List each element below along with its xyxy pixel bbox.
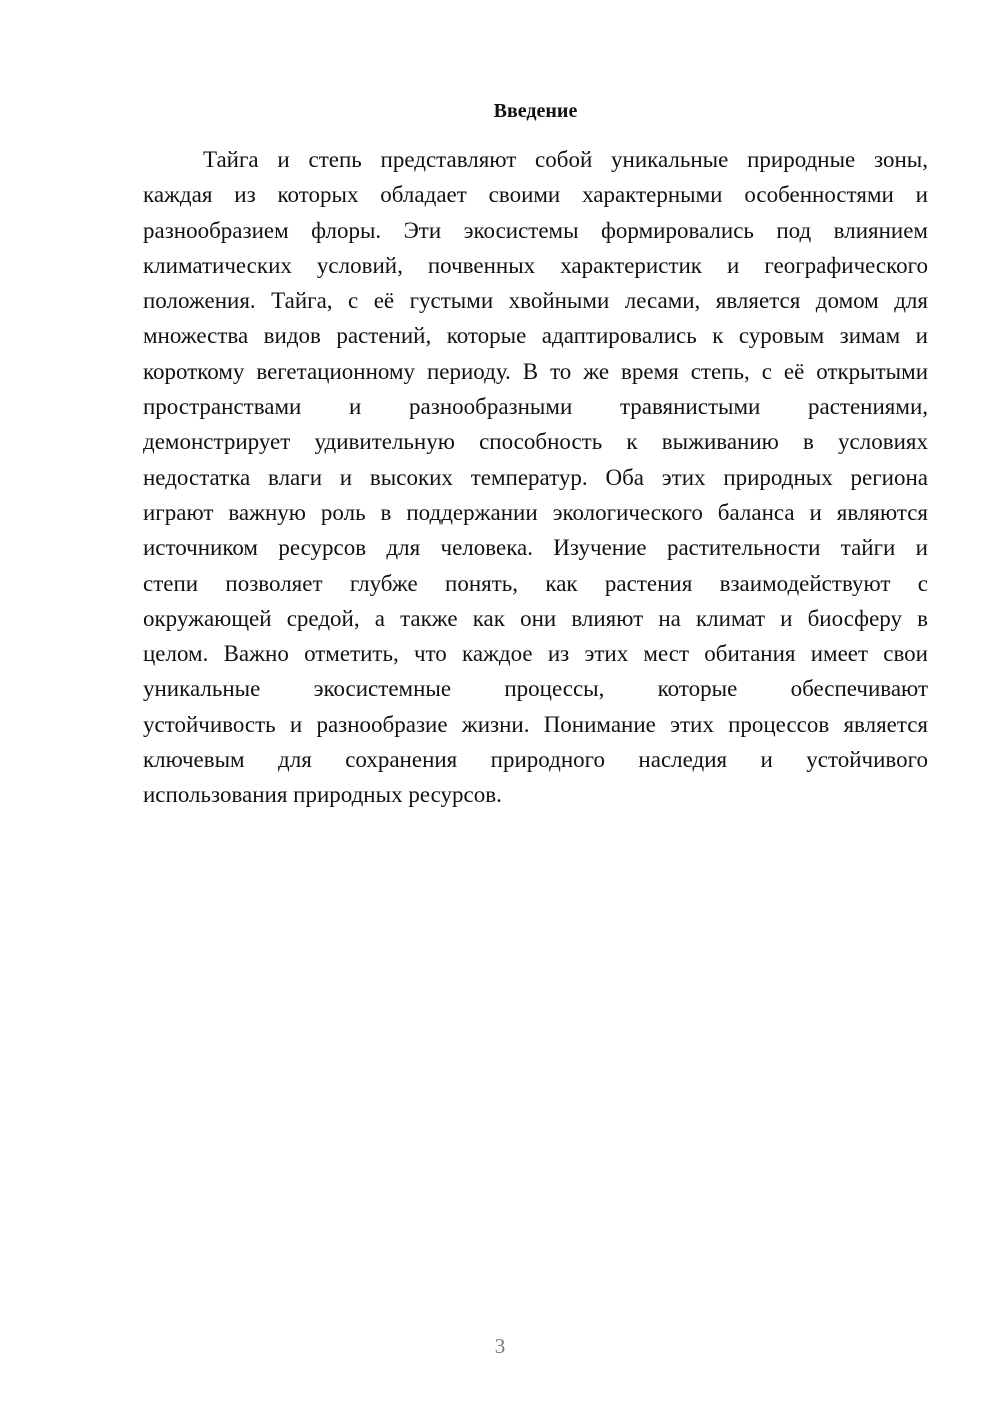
text-line: разнообразием флоры. Эти экосистемы формировались под влиянием: [143, 217, 928, 243]
text-line: степи позволяет глубже понять, как растения взаимодействуют с: [143, 570, 928, 596]
text-line: Тайга и степь представляют собой уникальные природные зоны,: [203, 147, 928, 172]
text-line: использования природных ресурсов.: [143, 782, 502, 808]
introduction-paragraph: [143, 142, 928, 813]
text-line: короткому вегетационному периоду. В то же время степь, с её открытыми: [143, 358, 928, 384]
text-line: ключевым для сохранения природного наследия и устойчивого: [143, 747, 928, 773]
text-line: множества видов растений, которые адаптировались к суровым зимам и: [143, 323, 928, 349]
text-line: устойчивость и разнообразие жизни. Понимание этих процессов является: [143, 711, 928, 737]
text-line: недостатка влаги и высоких температур. Оба этих природных региона: [143, 464, 928, 490]
text-line: каждая из которых обладает своими характерными особенностями и: [143, 182, 928, 208]
text-line: пространствами и разнообразными травянистыми растениями,: [143, 394, 928, 420]
page-number: 3: [494, 1334, 506, 1358]
text-line: целом. Важно отметить, что каждое из этих мест обитания имеет свои: [143, 641, 928, 667]
text-line: уникальные экосистемные процессы, которые обеспечивают: [143, 676, 928, 702]
text-line: источником ресурсов для человека. Изучение растительности тайги и: [143, 535, 928, 561]
text-line: демонстрирует удивительную способность к выживанию в условиях: [143, 429, 928, 455]
text-line: климатических условий, почвенных характеристик и географического: [143, 252, 928, 278]
text-line: окружающей средой, а также как они влияют на климат и биосферу в: [143, 605, 928, 631]
page-title: Введение: [493, 100, 578, 122]
text-line: играют важную роль в поддержании экологического баланса и являются: [143, 499, 928, 525]
text-line: положения. Тайга, с её густыми хвойными лесами, является домом для: [143, 288, 928, 314]
